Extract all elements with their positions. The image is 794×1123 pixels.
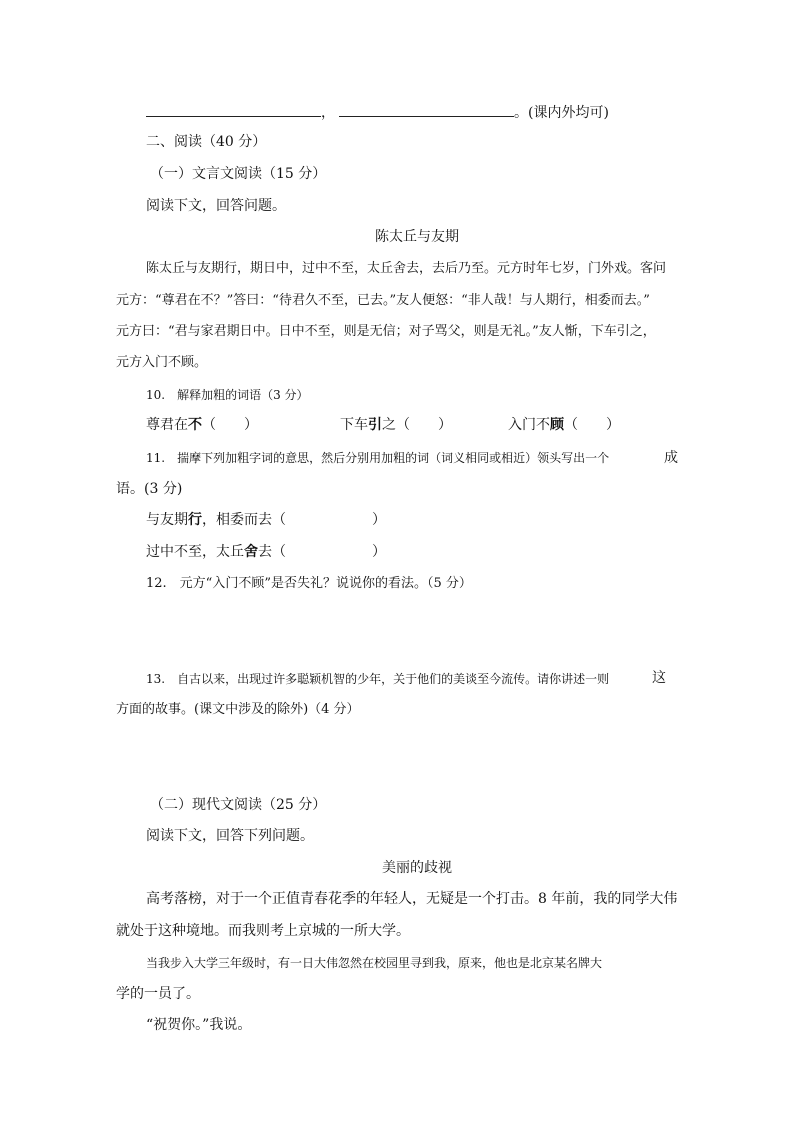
part2-heading: （二）现代文阅读（25 分） — [150, 797, 327, 813]
part2-title: 美丽的歧视 — [382, 860, 452, 876]
q11-item-text: 过中不至，太丘 — [146, 544, 244, 560]
question-13: 13. 自古以来，出现过许多聪颖机智的少年，关于他们的美谈至今流传。请你讲述一则 — [146, 672, 610, 686]
q12-answer-area[interactable] — [116, 600, 676, 660]
q11-item — [146, 545, 386, 559]
modern-passage-line: 高考落榜，对于一个正值青春花季的年轻人，无疑是一个打击。8 年前，我的同学大伟 — [146, 891, 678, 907]
q10-item — [340, 418, 452, 432]
part1-instruction: 阅读下文，回答问题。 — [146, 198, 286, 214]
question-13-end: 这 — [652, 670, 666, 686]
classical-passage-line: 陈太丘与友期行，期日中，过中不至，太丘舍去，去后乃至。元方时年七岁，门外戏。客问 — [146, 261, 667, 276]
answer-blank[interactable]: （ ） — [202, 417, 258, 433]
bold-keyword: 行 — [188, 512, 202, 528]
classical-passage-line: 元方：“尊君在不？”答曰：“待君久不至，已去。”友人便怒：“非人哉！与人期行，相委而去。” — [116, 293, 650, 308]
bold-keyword: 引 — [368, 417, 382, 433]
section-heading: 二、阅读（40 分） — [146, 134, 267, 150]
answer-blank[interactable]: 之（ ） — [382, 417, 452, 433]
q11-close: ） — [372, 544, 386, 560]
part2-instruction: 阅读下文，回答下列问题。 — [146, 828, 314, 844]
blank-line-2[interactable] — [339, 104, 514, 117]
part1-heading: （一）文言文阅读（15 分） — [150, 166, 327, 182]
question-11: 11. 揣摩下列加粗字词的意思，然后分别用加粗的词（词义相同或相近）领头写出一个 — [146, 451, 610, 465]
q11-item-text: ，相委而去（ — [202, 512, 286, 528]
comma: ， — [321, 105, 335, 121]
question-13-cont: 方面的故事。(课文中涉及的除外)（4 分） — [116, 702, 360, 717]
modern-passage-line: 当我步入大学三年级时，有一日大伟忽然在校园里寻到我，原来，他也是北京某名牌大 — [146, 956, 603, 970]
fill-in-line — [146, 104, 609, 120]
bold-keyword: 不 — [188, 417, 202, 433]
q10-item — [146, 418, 258, 432]
q10-item — [508, 418, 620, 432]
question-11-cont: 语。(3 分) — [116, 481, 183, 497]
bold-keyword: 顾 — [550, 417, 564, 433]
question-12: 12. 元方“入门不顾”是否失礼？说说你的看法。（5 分） — [146, 576, 472, 591]
part1-title: 陈太丘与友期 — [375, 229, 459, 245]
classical-passage-line: 元方曰：“君与家君期日中。日中不至，则是无信；对子骂父，则是无礼。”友人惭，下车引之， — [116, 324, 656, 339]
bold-keyword: 舍 — [244, 544, 258, 560]
q11-item — [146, 513, 386, 527]
modern-passage-line: 就处于这种境地。而我则考上京城的一所大学。 — [116, 923, 410, 939]
fill-line-note: 。(课内外均可) — [514, 105, 609, 121]
question-11-end: 成 — [664, 450, 678, 466]
modern-passage-line: “祝贺你。”我说。 — [146, 1017, 252, 1033]
classical-passage-line: 元方入门不顾。 — [116, 355, 208, 370]
modern-passage-line: 学的一员了。 — [116, 986, 200, 1002]
question-10: 10. 解释加粗的词语（3 分） — [146, 388, 309, 402]
q11-item-text: 去（ — [258, 544, 286, 560]
q11-close: ） — [372, 512, 386, 528]
q10-item-text: 下车 — [340, 417, 368, 433]
q11-item-text: 与友期 — [146, 512, 188, 528]
blank-line-1[interactable] — [146, 104, 321, 117]
answer-blank[interactable]: （ ） — [564, 417, 620, 433]
q10-item-text: 入门不 — [508, 417, 550, 433]
q10-item-text: 尊君在 — [146, 417, 188, 433]
q13-answer-area[interactable] — [116, 725, 676, 790]
